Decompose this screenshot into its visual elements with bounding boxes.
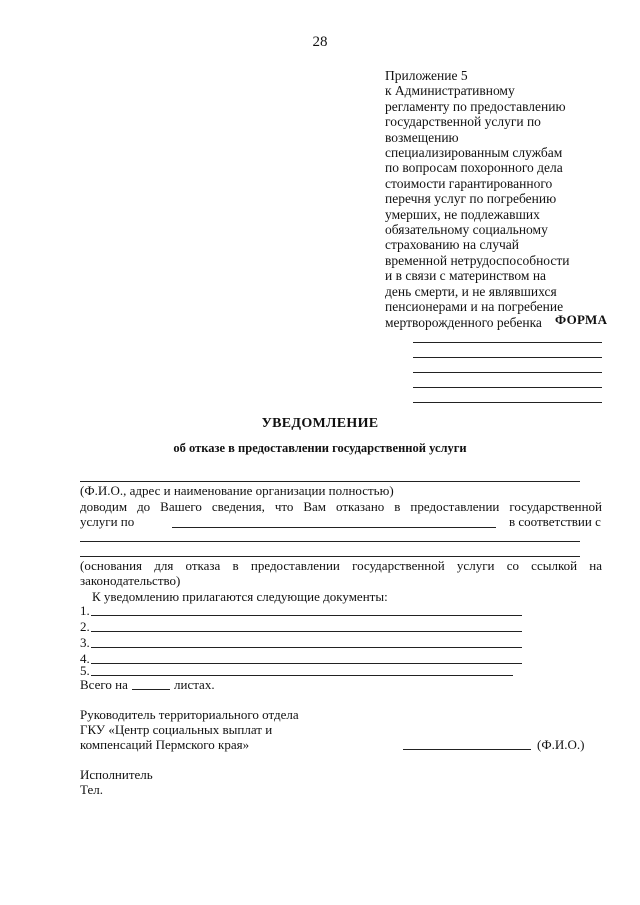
recipient-line[interactable] (413, 387, 602, 388)
fio-caption: (Ф.И.О., адрес и наименование организации полностью) (80, 483, 394, 498)
inform-text-line2-start: услуги по (80, 514, 135, 529)
doc-field-line[interactable] (91, 675, 513, 676)
doc-number: 5. (80, 663, 90, 678)
doc-number: 2. (80, 619, 90, 634)
attached-docs-intro: К уведомлению прилагаются следующие документы: (92, 589, 388, 604)
appendix-line: пенсионерами и на погребение (385, 299, 564, 315)
doc-number: 3. (80, 635, 90, 650)
executor-label: Исполнитель (80, 767, 153, 782)
reason-field-line[interactable] (80, 541, 580, 542)
appendix-line: временной нетрудоспособности (385, 252, 570, 268)
appendix-header (385, 68, 615, 330)
recipient-line[interactable] (413, 402, 602, 403)
appendix-line: возмещению (385, 129, 459, 145)
reason-caption-line1: (основания для отказа в предоставлении государственной услуги со ссылкой на (80, 558, 602, 573)
doc-field-line[interactable] (91, 663, 522, 664)
service-name-field[interactable] (172, 527, 496, 528)
doc-field-line[interactable] (91, 615, 522, 616)
signatory-line2: ГКУ «Центр социальных выплат и (80, 722, 273, 737)
appendix-line: умерших, не подлежавших (385, 206, 540, 222)
reason-field-line[interactable] (80, 556, 580, 557)
doc-field-line[interactable] (91, 647, 522, 648)
recipient-line[interactable] (413, 372, 602, 373)
recipient-line[interactable] (413, 342, 602, 343)
signatory-line3: компенсаций Пермского края» (80, 737, 250, 752)
appendix-line: по вопросам похоронного дела (385, 160, 563, 176)
appendix-line: регламенту по предоставлению (385, 98, 566, 114)
appendix-line: день смерти, и не являвшихся (385, 283, 557, 299)
form-label: ФОРМА (555, 312, 608, 327)
signatory-line1: Руководитель территориального отдела (80, 707, 299, 722)
recipient-line[interactable] (413, 357, 602, 358)
appendix-line: стоимости гарантированного (385, 175, 553, 191)
signature-field-line[interactable] (403, 749, 531, 750)
total-prefix: Всего на (80, 677, 128, 692)
inform-text-line1: доводим до Вашего сведения, что Вам отказано в предоставлении государственной (80, 499, 602, 514)
total-suffix: листах. (174, 677, 215, 692)
doc-field-line[interactable] (91, 631, 522, 632)
reason-caption-line2: законодательство) (80, 573, 181, 588)
sheets-count-field[interactable] (132, 689, 170, 690)
appendix-line: и в связи с материнством на (385, 268, 547, 284)
appendix-line: государственной услуги по (385, 114, 541, 130)
executor-phone: Тел. (80, 782, 103, 797)
signatory-fio: (Ф.И.О.) (537, 737, 585, 752)
appendix-line: Приложение 5 (385, 68, 468, 83)
document-title: УВЕДОМЛЕНИЕ (261, 416, 379, 431)
appendix-line: страхованию на случай (385, 237, 519, 253)
appendix-line: перечня услуг по погребению (385, 191, 557, 207)
fio-field-line[interactable] (80, 481, 580, 482)
appendix-line: мертворожденного ребенка (385, 314, 542, 330)
page-number: 28 (312, 34, 328, 50)
doc-number: 4. (80, 651, 90, 666)
doc-number: 1. (80, 603, 90, 618)
document-subtitle: об отказе в предоставлении государственной услуги (173, 441, 467, 455)
inform-text-line2-end: в соответствии с (509, 514, 601, 529)
appendix-line: к Административному (385, 83, 515, 99)
appendix-line: специализированным службам (385, 145, 563, 161)
appendix-line: обязательному социальному (385, 222, 548, 238)
